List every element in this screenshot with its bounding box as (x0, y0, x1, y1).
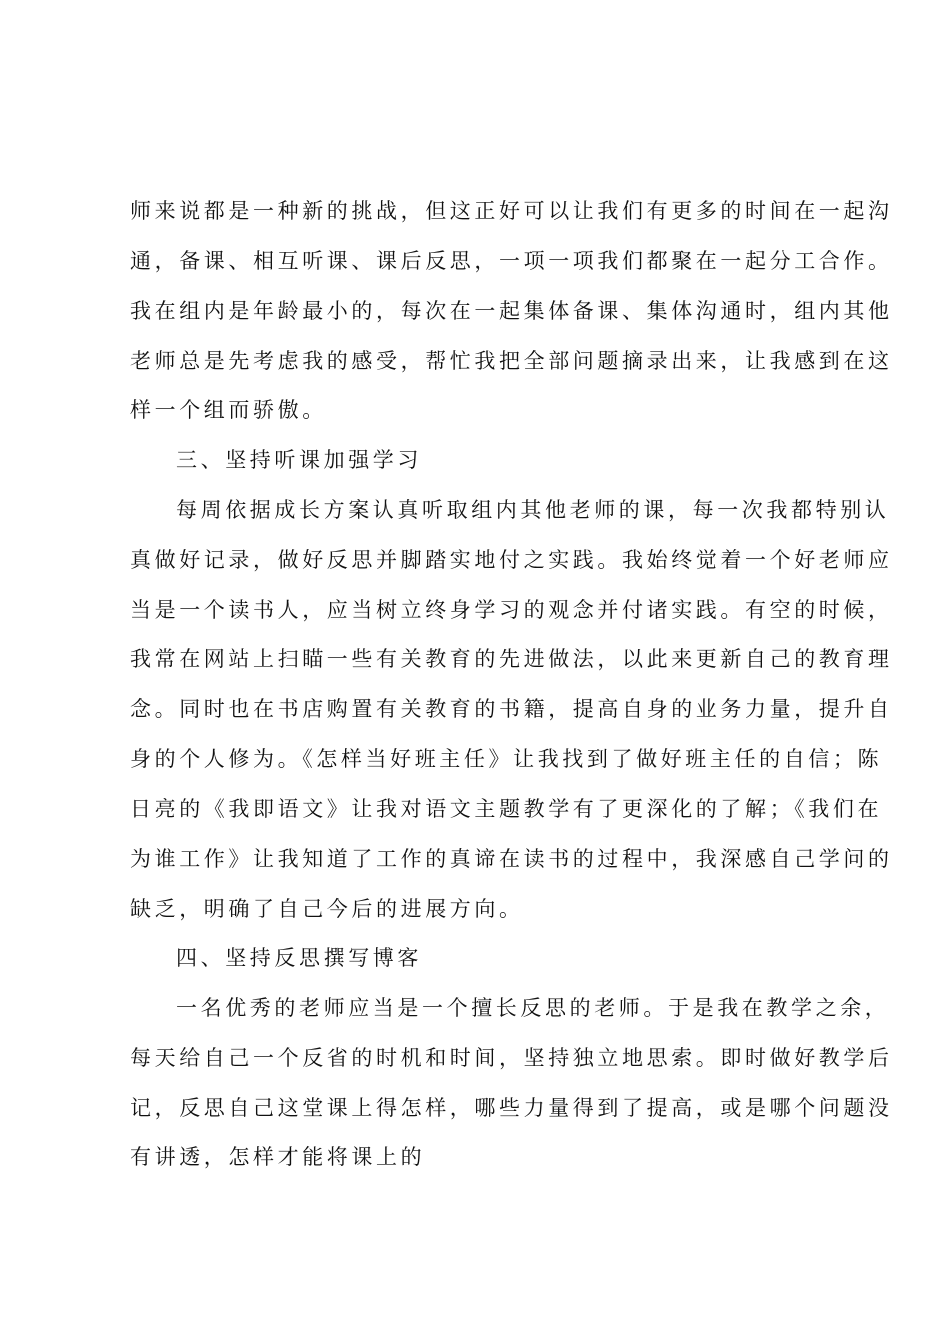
paragraph-line: 老师总是先考虑我的感受，帮忙我把全部问题摘录出来，让我感到在这 (130, 349, 893, 373)
paragraph-line: 我常在网站上扫瞄一些有关教育的先进做法，以此来更新自己的教育理 (130, 647, 893, 671)
paragraph-line: 为谁工作》让我知道了工作的真谛在读书的过程中，我深感自己学问的 (130, 847, 893, 871)
paragraph-line: 每天给自己一个反省的时机和时间，坚持独立地思索。即时做好教学后 (130, 1046, 893, 1070)
paragraph-line: 缺乏，明确了自己今后的进展方向。 (130, 897, 524, 921)
paragraph-line: 记，反思自己这堂课上得怎样，哪些力量得到了提高，或是哪个问题没 (130, 1096, 893, 1120)
paragraph-line: 念。同时也在书店购置有关教育的书籍，提高自身的业务力量，提升自 (130, 697, 893, 721)
paragraph-line: 日亮的《我即语文》让我对语文主题教学有了更深化的了解；《我们在 (130, 797, 883, 821)
paragraph-line: 真做好记录，做好反思并脚踏实地付之实践。我始终觉着一个好老师应 (130, 548, 893, 572)
paragraph-line: 师来说都是一种新的挑战，但这正好可以让我们有更多的时间在一起沟 (130, 199, 893, 223)
paragraph-line: 通，备课、相互听课、课后反思，一项一项我们都聚在一起分工合作。 (130, 249, 893, 273)
section-heading: 四、坚持反思撰写博客 (176, 946, 422, 970)
paragraph-line: 当是一个读书人，应当树立终身学习的观念并付诸实践。有空的时候， (130, 598, 893, 622)
section-heading: 三、坚持听课加强学习 (176, 448, 422, 472)
paragraph-line: 有讲透，怎样才能将课上的 (130, 1145, 426, 1169)
paragraph-line: 样一个组而骄傲。 (130, 398, 327, 422)
paragraph-line: 我在组内是年龄最小的，每次在一起集体备课、集体沟通时，组内其他 (130, 299, 893, 323)
paragraph-line: 每周依据成长方案认真听取组内其他老师的课，每一次我都特别认 (176, 498, 890, 522)
paragraph-line: 身的个人修为。《怎样当好班主任》让我找到了做好班主任的自信；陈 (130, 747, 883, 771)
paragraph-line: 一名优秀的老师应当是一个擅长反思的老师。于是我在教学之余， (176, 996, 890, 1020)
